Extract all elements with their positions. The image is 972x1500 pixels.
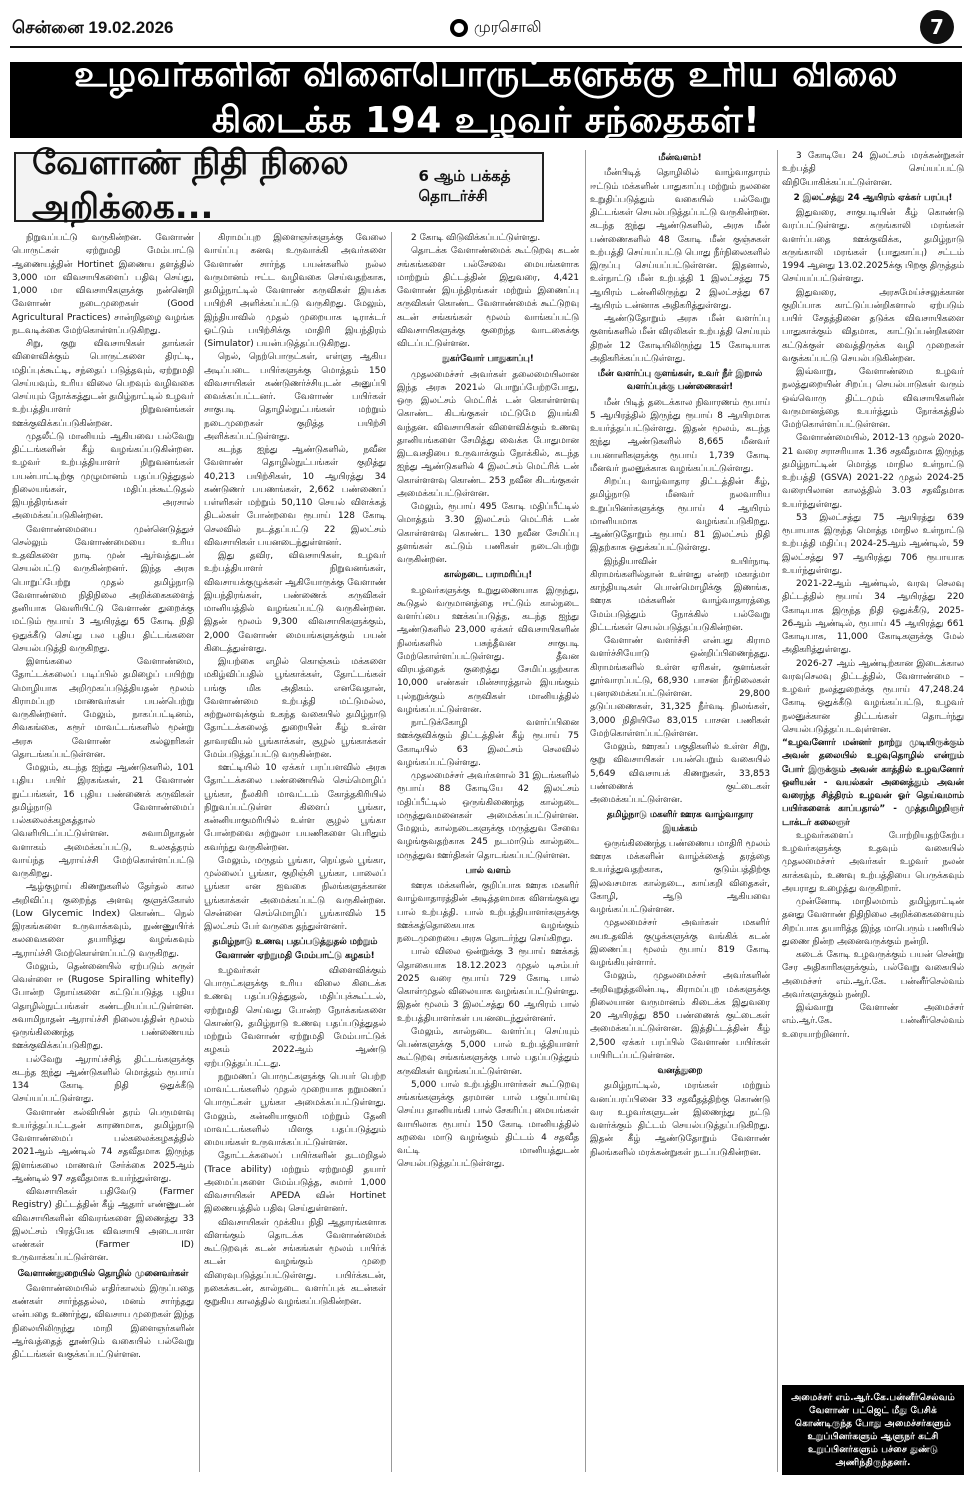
paragraph: உழவர்களைப் போற்றியதற்கேற்ப உழவர்களுக்கு உதவும் வகையில் முதலமைச்சர் அவர்கள் உழவர் நலன் காக்கவும், உணவு உற்பத்தியை பெருக்கவும் அயராது உழைத்து வருகிறார். (782, 830, 964, 894)
paragraph: ஊட்டியில் 10 ஏக்கர் பரப்பளவில் அரசு தோட்டக்கலை பண்ணையில் செம்மொழிப் பூங்கா, நீலகிரி மாவட்டம் கோத்தகிரியில் நிறுவப்பட்டுள்ள கிளைப் பூங்கா, கன்னியாகுமரியில் உள்ள சூழல் பூங்கா போன்றவை சுற்றுலா பயணிகளை பெரிதும் கவர்ந்து வருகின்றன. (204, 763, 386, 853)
subheading-box (14, 143, 544, 227)
paragraph: நெல், நெற்பொருட்கள், எள்ளு ஆகிய அடிப்படை பயிர்களுக்கு மொத்தம் 150 விவசாயிகள் கண்டுணர்ச்சியுடன் அனுப்பி வைக்கப்பட்டனர். வேளாண் பயிர்கள் சாகுபடி தொழில்நுட்பங்கள் மற்றும் நடைமுறைகள் குறித்த பயிற்சி அளிக்கப்பட்டுள்ளது. (204, 352, 386, 442)
paragraph: இவ்வாறு வேளாண் அமைச்சர் எம்.ஆர்.கே. பன்னீர்செல்வம் உரையாற்றினார். (782, 1003, 964, 1040)
paragraph: பால் விலை ஒன்றுக்கு 3 ரூபாய் ஊக்கத் தொகையாக 18.12.2023 முதல் டிசம்பர் 2025 வரை ரூபாய் 729 கோடி பால் கொள்முதல் விலையாக வழங்கப்பட்டுள்ளது. இதன் மூலம் 3 இலட்சத்து 60 ஆயிரம் பால் உற்பத்தியாளர்கள் பயனடைந்துள்ளனர். (397, 947, 579, 1024)
paragraph: கிராமப்புற இளைஞர்களுக்கு வேலை வாய்ப்பு கனவு உருவாக்கி அவர்களை வேளாண் சார்ந்த பயன்களில் நல்ல வருமானம் ஈட்ட வழிவகை செய்வதற்காக, தமிழ்நாட்டில் வேளாண் கருவிகள் இயக்க பயிற்சி அளிக்கப்பட்டு வருகிறது. மேலும், இந்தியாவில் முதல் முறையாக டிராக்டர் ஓட்டும் பயிற்சிக்கு மாதிரி இயந்திரம் (Simulator) பயன்படுத்தப்படுகிறது. (204, 233, 386, 349)
paragraph: 2026-27 ஆம் ஆண்டிற்கான இடைக்கால வரவுசெலவு திட்டத்தில், வேளாண்மை – உழவர் நலத்துறைக்கு ரூபாய் 47,248.24 கோடி ஒதுக்கீடு வழங்கப்பட்டு, உழவர் நலனுக்கான திட்டங்கள் தொடர்ந்து செயல்படுத்தப்படவுள்ளன. (782, 658, 964, 735)
paragraph: இது தவிர, விவசாயிகள், உழவர் உற்பத்தியாளர் நிறுவனங்கள், விவசாயக்குழுக்கள் ஆகியோருக்கு வேளாண் இயந்திரங்கள், பண்ணைக் கருவிகள் மானியத்தில் வழங்கப்பட்டு வருகின்றன. இதன் மூலம் 9,300 விவசாயிகளுக்கும், 2,000 வேளாண் மையங்களுக்கும் பயன் கிடைத்துள்ளது. (204, 551, 386, 654)
paragraph: இந்தியாவின் உயிர்நாடி கிராமங்களில்தான் உள்ளது என்ற மகாத்மா காந்தியடிகள் பொன்மொழிக்கு இணங்க, ஊரக மக்களின் வாழ்வாதாரத்தை மேம்படுத்தும் நோக்கில் பல்வேறு திட்டங்கள் செயல்படுத்தப்படுகின்றன. (590, 556, 770, 633)
paragraph: 3 கோடியே 24 இலட்சம் மரக்கன்றுகள் உற்பத்தி செய்யப்பட்டு விநியோகிக்கப்பட்டுள்ளன. (782, 151, 964, 188)
paragraph: விவசாயிகள் முக்கிய நிதி ஆதாரங்களாக விளங்கும் தொடக்க வேளாண்மைக் கூட்டுறவுக் கடன் சங்கங்கள் மூலம் பயிர்க் கடன் வழங்கும் முறை விரைவுபடுத்தப்பட்டுள்ளது. பயிர்க்கடன், நகைக்கடன், கால்நடை வளர்ப்புக் கடன்கள் குறுகிய காலத்தில் வழங்கப்படுகின்றன. (204, 1217, 386, 1307)
paragraph: முதலமைச்சர் அவர்கள் தலைமையிலான இந்த அரசு 2021ல் பொறுப்பேற்றபோது, ஒரு இலட்சம் மெட்ரிக் டன் கொள்ளளவு கொண்ட கிடங்குகள் மட்டுமே இயங்கி வந்தன. விவசாயிகள் விளைவிக்கும் உணவு தானியங்களை சேமித்து வைக்க போதுமான இடவசதியை உருவாக்கும் நோக்கில், கடந்த ஐந்து ஆண்டுகளில் 4 இலட்சம் மெட்ரிக் டன் கொள்ளளவு கொண்ட 253 நவீன கிடங்குகள் அமைக்கப்பட்டுள்ளன. (397, 369, 579, 499)
poem-quote: “உழவனோர் மன்னர் நாற்று முடியிருக்கும் அவன் தலையில் உழவுதொழில் என்றும் போர் இருக்கும் அவன் காத்தில் உழவனோர் ஒளியன் - வயல்கள் அனைத்தும் அவன் வரைந்த சித்திரம் உழவன் ஓர் தெய்வமாம் பயிர்களைக் காப்பதால்” - முத்தமிழறிஞர் டாக்டர் கலைஞர் (782, 738, 964, 828)
dateline: சென்னை 19.02.2026 (12, 18, 174, 37)
photo-caption-box: அமைச்சர் எம்.ஆர்.கே.பன்னீர்செல்வம் வேளாண் பட்ஜெட் மீது பேசிக் கொண்டிருந்த போது அமைச்சர்களும் உறுப்பினர்களும் ஆளுநர் கட்சி உறுப்பினர்களும் பச்சை துண்டு அணிந்திருந்தனர். (782, 1385, 964, 1475)
paragraph: இதுவரை, சாகுபடியின் கீழ் கொண்டு வரப்பட்டுள்ளது. கருங்காலி மரங்கள் வளர்ப்பதை ஊக்குவிக்க, தமிழ்நாடு கருங்காலி மரங்கள் (பாதுகாப்பு) சட்டம் 1994 ஆனது 13.02.2025க்கு பிறகு திருத்தம் செய்யப்பட்டுள்ளது. (782, 208, 964, 285)
section-heading: 2 இலட்சத்து 24 ஆயிரம் ஏக்கர் பரப்பு! (793, 192, 953, 203)
paragraph: ஆழ்குழாய் கிணறுகளில் தேர்தல் கால அறிவிப்பு குறைந்த அளவு குளுக்கோஸ் (Low Glycemic Index) கொண்ட நெல் இரகங்களை உருவாக்கவும், நுண்ணுயிர்க் கலவைகளை தயாரித்து வழங்கவும் ஆராய்ச்சி மேற்கொள்ளப்பட்டு வருகிறது. (12, 882, 194, 959)
paragraph: முதலீட்டு மானியம் ஆகியவை பல்வேறு திட்டங்களின் கீழ் வழங்கப்படுகின்றன. உழவர் உற்பத்தியாளர் நிறுவனங்கள் பயன்பாட்டிற்கு முழுமானம் பதப்படுத்துதல் நிலையங்கள், மதிப்புக்கூட்டுதல் இயந்திரங்கள் அரசால் அமைக்கப்படுகின்றன. (12, 431, 194, 522)
continuation-note: 6 ஆம் பக்கத் தொடர்ச்சி (418, 167, 511, 205)
paragraph: வேளாண்மையில் எதிர்காலம் இருப்பதை கண்கள் சார்ந்ததல்ல, மனம் சார்ந்தது என்பதை உணர்ந்து, விவசாய முறைகள் இந்த நிலையிலிருந்து மாறி இளைஞர்களின் ஆர்வத்தைத் தூண்டும் வகையில் பல்வேறு திட்டங்கள் வகுக்கப்பட்டுள்ளன. (12, 1283, 194, 1360)
paragraph: வேளாண்மையில், 2012-13 முதல் 2020-21 வரை சராசரியாக 1.36 சதவீதமாக இருந்த தமிழ்நாட்டின் மொத்த மாநில உள்நாட்டு உற்பத்தி (GSVA) 2021-22 முதல் 2024-25 வரையிலான காலத்தில் 3.03 சதவீதமாக உயர்ந்துள்ளது. (782, 433, 964, 510)
paragraph: வேளாண் வளர்ச்சி என்பது கிராம வளர்ச்சியோடு ஒன்றிப்பிணைந்தது. கிராமங்களில் உள்ள ஏரிகள், குளங்கள் தூர்வாரப்பட்டு, 68,930 பாசன நீர்நிலைகள் புனரமைக்கப்பட்டுள்ளன. 29,800 தடுப்பணைகள், 31,325 நீர்வடி நிலங்கள், 3,000 நிதியிலே 83,015 பாசன பணிகள் மேற்கொள்ளப்பட்டுள்ளன. (590, 636, 770, 739)
paragraph: கடந்த ஐந்து ஆண்டுகளில், நவீன வேளாண் தொழில்நுட்பங்கள் குறித்து 40,213 பயிற்சிகள், 10 ஆயிரத்து 34 கண்டுணர் பயணங்கள், 2,662 பண்ணைப் பள்ளிகள் மற்றும் 50,110 செயல் விளக்கத் திடல்கள் போன்றவை ரூபாய் 128 கோடி செலவில் நடத்தப்பட்டு 22 இலட்சம் விவசாயிகள் பயனடைந்துள்ளனர். (204, 445, 386, 548)
paragraph: தமிழ்நாட்டில், மரங்கள் மற்றும் வனப்பரப்பினை 33 சதவீதத்திற்கு கொண்டு வர உழவர்களுடன் இணைந்து நட்டு வளர்க்கும் திட்டம் செயல்படுத்தப்படுகிறது. இதன் கீழ் ஆண்டுதோறும் வேளாண் நிலங்களில் மரக்கன்றுகள் நடப்படுகின்றன. (590, 1081, 770, 1158)
section-heading: கால்நடை பராமரிப்பு! (443, 570, 533, 581)
article-column-2 (204, 232, 386, 1472)
paragraph: ஊரக மக்களின், குறிப்பாக ஊரக மகளிர் வாழ்வாதாரத்தின் அடித்தளமாக விளங்குவது பால் உற்பத்தி. பால் உற்பத்தியாளர்களுக்கு ஊக்கத்தொகையாக வழங்கும் நடைமுறையை அரசு தொடர்ந்து செய்கிறது. (397, 881, 579, 944)
paragraph: 5,000 பால் உற்பத்தியாளர்கள் கூட்டுறவு சங்கங்களுக்கு தரமான பால் பகுப்பாய்வு செய்ய தானியங்கி பால் சேகரிப்பு மையங்கள் வாயிலாக ரூபாய் 150 கோடி மானியத்தில் கறவை மாடு வழங்கும் திட்டம் 4 சதவீத வட்டி மானியத்துடன் செயல்படுத்தப்பட்டுள்ளது. (397, 1079, 579, 1170)
paragraph: 53 இலட்சத்து 75 ஆயிரத்து 639 ரூபாயாக இருந்த மொத்த மாநில உள்நாட்டு உற்பத்தி மதிப்பு 2024-25ஆம் ஆண்டில், 59 இலட்சத்து 97 ஆயிரத்து 706 ரூபாயாக உயர்ந்துள்ளது. (782, 512, 964, 576)
main-headline: உழவர்களின் விளைபொருட்களுக்கு உரிய விலை கிடைக்க 194 உழவர் சந்தைகள்! (10, 62, 962, 138)
section-heading: மீன் வளர்ப்பு குளங்கள், உவர் நீர் இறால் வளர்ப்புக்கு பண்ணைகள்! (597, 369, 763, 393)
section-heading: தமிழ்நாடு மகளிர் ஊரக வாழ்வாதார இயக்கம் (606, 810, 754, 834)
elephant-logo-icon (450, 19, 468, 37)
paragraph: சிறு, குறு விவசாயிகள் தாங்கள் விளைவிக்கும் பொருட்களை திரட்டி, மதிப்புக்கூட்டி, சந்தைப் படுத்தவும், ஏற்றுமதி செய்யவும், உரிய விலை பெறவும் வழிவகை செய்யும் நோக்கத்துடன் தமிழ்நாட்டில் உழவர் உற்பத்தியாளர் நிறுவனங்கள் ஊக்குவிக்கப்படுகின்றன. (12, 339, 194, 429)
paragraph: பல்வேறு ஆராய்ச்சித் திட்டங்களுக்கு கடந்த ஐந்து ஆண்டுகளில் மொத்தம் ரூபாய் 134 கோடி நிதி ஒதுக்கீடு செய்யப்பட்டுள்ளது. (12, 1054, 194, 1105)
article-column-3 (397, 232, 579, 1472)
paragraph: மேலும், தென்னையில் ஏற்படும் சுருள் வெள்ளை ஈ (Rugose Spiralling whitefly) போன்ற நோய்களை கட்டுப்படுத்த புதிய தொழில்நுட்பங்கள் கண்டறியப்பட்டுள்ளன. சுவாமிநாதன் ஆராய்ச்சி நிலையத்தின் மூலம் ஒருங்கிணைந்த பண்ணையம் ஊக்குவிக்கப்படுகிறது. (12, 961, 194, 1052)
paragraph: வேளாண் கல்வியின் தரம் பெருமளவு உயர்த்தப்பட்டதன் காரணமாக, தமிழ்நாடு வேளாண்மைப் பல்கலைக்கழகத்தில் 2021ஆம் ஆண்டில் 74 சதவீதமாக இருந்த இளங்கலை மாணவர் சேர்க்கை 2025ஆம் ஆண்டில் 97 சதவீதமாக உயர்ந்துள்ளது. (12, 1107, 194, 1184)
paragraph: தோட்டக்கலைப் பயிர்களின் தடமறிதல் (Trace ability) மற்றும் ஏற்றுமதி தயார் அமைப்புகளை மேம்படுத்த, சுமார் 1,000 விவசாயிகள் APEDA வின் Hortinet இணையத்தில் பதிவு செய்துள்ளனர். (204, 1151, 386, 1215)
article-column-1 (12, 232, 194, 1472)
paragraph: மேலும், கால்நடை வளர்ப்பு செய்யும் பெண்களுக்கு 5,000 பால் உற்பத்தியாளர் கூட்டுறவு சங்கங்களுக்கு பால் பதப்படுத்தும் கருவிகள் வழங்கப்பட்டுள்ளன. (397, 1026, 579, 1077)
section-heading: தமிழ்நாடு உணவு பதப்படுத்துதல் மற்றும் வேளாண் ஏற்றுமதி மேம்பாட்டு கழகம்! (212, 937, 378, 961)
section-heading: வனத்துறை (657, 1066, 703, 1076)
section-heading: பால் வளம் (465, 865, 511, 876)
header-rule (10, 46, 962, 48)
paragraph: மீன் பிடித் தடைக்கால நிவாரணம் ரூபாய் 5 ஆயிரத்தில் இருந்து ரூபாய் 8 ஆயிரமாக உயர்த்தப்பட்டுள்ளது. இதன் மூலம், கடந்த ஐந்து ஆண்டுகளில் 8,665 மீனவர் பயனாளிகளுக்கு ரூபாய் 1,739 கோடி மீனவர் நலனுக்காக வழங்கப்பட்டுள்ளது. (590, 397, 770, 474)
paragraph: மீன்பிடித் தொழிலில் வாழ்வாதாரம் ஈட்டும் மக்களின் பாதுகாப்பு மற்றும் நலனை உறுதிப்படுத்தும் வகையில் பல்வேறு திட்டங்கள் செயல்படுத்தப்பட்டு வருகின்றன. கடந்த ஐந்து ஆண்டுகளில், அரசு மீன் பண்ணைகளில் 48 கோடி மீன் குஞ்சுகள் உற்பத்தி செய்யப்பட்டு பொது நீர்நிலைகளில் இருப்பு செய்யப்பட்டுள்ளன. இதனால், உள்நாட்டு மீன் உற்பத்தி 1 இலட்சத்து 75 ஆயிரம் டன்னிலிருந்து 2 இலட்சத்து 67 ஆயிரம் டன்னாக அதிகரித்துள்ளது. (590, 168, 770, 311)
paragraph: 2 கோடி விடுவிக்கப்பட்டுள்ளது. (411, 233, 541, 243)
page-number: 7 (920, 10, 954, 44)
masthead (450, 18, 542, 38)
paragraph: கடைக் கோடி உழவருக்கும் பயன் சென்று சேர அதிகாரிகளுக்கும், பல்வேறு வகையில் அமைச்சர் எம்.ஆர்.கே. பன்னீர்செல்வம் அவர்களுக்கும் நன்றி. (782, 950, 964, 1000)
paragraph: நிறுவப்பட்டு வருகின்றன. வேளாண் பொருட்கள் ஏற்றுமதி மேம்பாட்டு ஆணையத்தின் Hortinet இணைய தளத்தில் 3,000 மா விவசாயிகளைப் பதிவு செய்து, 1,000 மா விவசாயிகளுக்கு நன்னெறி வேளாண் நடைமுறைகள் (Good Agricultural Practices) சான்றிதழை வழங்க நடவடிக்கை மேற்கொள்ளப்படுகிறது. (12, 233, 194, 336)
paragraph: முன்னோடி மாநிலமாம் தமிழ்நாட்டின் தனது வேளாண் நிதிநிலை அறிக்கைகளையும் சிறப்பாக தயாரித்த இந்த மாபெரும் பணியில் துணை நின்ற அனைவருக்கும் நன்றி. (782, 897, 964, 947)
section-heading: நுகர்வோர் பாதுகாப்பு! (442, 354, 534, 365)
paragraph: மேலும், மருதம் பூங்கா, நெய்தல் பூங்கா, முல்லைப் பூங்கா, குறிஞ்சி பூங்கா, பாலைப் பூங்கா என ஐவகை நிலங்களுக்கான பூங்காக்கள் அமைக்கப்பட்டு வருகின்றன. சென்னை செம்மொழிப் பூங்காவில் 15 இலட்சம் பேர் வருகை தந்துள்ளனர். (204, 855, 386, 932)
paragraph: முதலமைச்சர் அவர்களால் 31 இடங்களில் ரூபாய் 88 கோடியே 42 இலட்சம் மதிப்பீட்டில் ஒருங்கிணைந்த கால்நடை மருத்துவமனைகள் அமைக்கப்பட்டுள்ளன. மேலும், கால்நடைகளுக்கு மருத்துவ சேவை வழங்குவதற்காக 245 நடமாடும் கால்நடை மருத்துவ ஊர்திகள் தொடங்கப்பட்டுள்ளன. (397, 771, 579, 861)
paragraph: ஒருங்கிணைந்த பண்ணைய மாதிரி மூலம் ஊரக மக்களின் வாழ்க்கைத் தரத்தை உயர்த்துவதற்காக, குடும்பத்திற்கு இலவசமாக கால்நடை, காய்கறி விதைகள், கோழி, ஆடு ஆகியவை வழங்கப்பட்டுள்ளன. (590, 838, 770, 915)
paragraph: மேலும், கடந்த ஐந்து ஆண்டுகளில், 101 புதிய பயிர் இரகங்கள், 21 வேளாண் நுட்பங்கள், 16 புதிய பண்ணைக் கருவிகள் தமிழ்நாடு வேளாண்மைப் பல்கலைக்கழகத்தால் வெளியிடப்பட்டுள்ளன. சுவாமிநாதன் வளாகம் அமைக்கப்பட்டு, உலகத்தரம் வாய்ந்த ஆராய்ச்சி மேற்கொள்ளப்பட்டு வருகிறது. (12, 763, 194, 879)
column-divider (391, 232, 392, 1472)
column-divider (585, 150, 586, 1472)
paragraph: தொடக்க வேளாண்மைக் கூட்டுறவு கடன் சங்கங்களை பல்சேவை மையங்களாக மாற்றும் திட்டத்தின் இதுவரை, 4,421 வேளாண் இயந்திரங்கள் மற்றும் இணைப்பு கருவிகள் கொண்ட வேளாண்மைக் கூட்டுறவு கடன் சங்கங்கள் மூலம் வாங்கப்பட்டு விவசாயிகளுக்கு குறைந்த வாடகைக்கு விடப்பட்டுள்ளன. (397, 246, 579, 349)
paragraph: விவசாயிகள் பதிவேடு (Farmer Registry) திட்டத்தின் கீழ் ஆதார் எண்ணுடன் விவசாயிகளின் விவரங்களை இணைத்து 33 இலட்சம் பிரத்யேக விவசாயி அடையாள எண்கள் (Farmer ID) உருவாக்கப்பட்டுள்ளன. (12, 1187, 194, 1264)
paragraph: நறுமணப் பொருட்களுக்கு பெயர் பெற்ற மாவட்டங்களில் முதல் முறையாக நறுமணப் பொருட்கள் பூங்கா அமைக்கப்பட்டுள்ளது. மேலும், கன்னியாகுமரி மற்றும் தேனி மாவட்டங்களில் மிளகு பதப்படுத்தும் மையங்கள் உருவாக்கப்பட்டுள்ளன. (204, 1071, 386, 1148)
paragraph: மேலும், ஊரகப் பகுதிகளில் உள்ள சிறு, குறு விவசாயிகள் பயன்பெறும் வகையில் 5,649 விவசாயக் கிணறுகள், 33,853 பண்ணைக் குட்டைகள் அமைக்கப்பட்டுள்ளன. (590, 742, 770, 805)
paragraph: நாட்டுக்கோழி வளர்ப்பினை ஊக்குவிக்கும் திட்டத்தின் கீழ் ரூபாய் 75 கோடியில் 63 இலட்சம் செலவில் வழங்கப்பட்டுள்ளது. (397, 718, 579, 768)
subheading-title: வேளாண் நிதி நிலை அறிக்கை... (32, 143, 349, 227)
paragraph: மேலும், ரூபாய் 495 கோடி மதிப்பீட்டில் மொத்தம் 3.30 இலட்சம் மெட்ரிக் டன் கொள்ளளவு கொண்ட 130 நவீன சேமிப்பு தளங்கள் கட்டும் பணிகள் நடைபெற்று வருகின்றன. (397, 502, 579, 565)
paragraph: இதுவரை, அரசுமேய்ச்சலுக்கான குறிப்பாக காட்டுப்பன்றிகளால் ஏற்படும் பயிர் சேதத்தினை தடுக்க விவசாயிகளை பாதுகாக்கும் விதமாக, காட்டுப்பன்றிகளை கட்டுக்குள் வைத்திருக்க வழி முறைகள் வகுக்கப்பட்டு செயல்படுகின்றன. (782, 287, 964, 364)
paragraph: சிறப்பு வாழ்வாதார திட்டத்தின் கீழ், தமிழ்நாடு மீனவர் நலவாரிய உறுப்பினர்களுக்கு ரூபாய் 4 ஆயிரம் மானியமாக வழங்கப்படுகிறது. ஆண்டுதோறும் ரூபாய் 81 இலட்சம் நிதி இதற்காக ஒதுக்கப்பட்டுள்ளது. (590, 477, 770, 554)
column-divider (777, 150, 778, 1472)
column-divider (199, 232, 200, 1472)
paragraph: வேளாண்மையை முன்னெடுத்துச் செல்லும் வேளாண்மையை உரிய உதவிகளை நாடி முன் ஆர்வத்துடன் செயல்பட்டு வருகின்றனர். இந்த அரசு பொறுப்பேற்று முதல் தமிழ்நாடு வேளாண்மை நிதிநிலை அறிக்கைகளைத் தனியாக வெளியிட்டு வேளாண் துறைக்கு மட்டும் ரூபாய் 3 ஆயிரத்து 65 கோடி நிதி ஒதுக்கீடு செய்து பல புதிய திட்டங்களை செயல்படுத்தி வருகிறது. (12, 524, 194, 654)
paragraph: இவ்வாறு, வேளாண்மை உழவர் நலத்துறையின் சிறப்பு செயல்பாடுகள் வரும் ஒவ்வொரு திட்டமும் விவசாயிகளின் வருமானத்தை உயர்த்தும் நோக்கத்தில் மேற்கொள்ளப்பட்டுள்ளன. (782, 367, 964, 430)
paragraph: மேலும், முதலமைச்சர் அவர்களின் அறிவுறுத்தலின்படி, கிராமப்புற மக்களுக்கு நிலையான வருமானம் கிடைக்க இதுவரை 20 ஆயிரத்து 850 பண்ணைக் குட்டைகள் அமைக்கப்பட்டுள்ளன. இத்திட்டத்தின் கீழ் 2,500 ஏக்கர் பரப்பில் வேளாண் பயிர்கள் பயிரிடப்பட்டுள்ளன. (590, 971, 770, 1061)
article-column-5 (782, 150, 964, 1360)
paragraph: உழவர்கள் விளைவிக்கும் பொருட்களுக்கு உரிய விலை கிடைக்க உணவு பதப்படுத்துதல், மதிப்புக்கூட்டல், ஏற்றுமதி செய்வது போன்ற நோக்கங்களை கொண்டு, தமிழ்நாடு உணவு பதப்படுத்துதல் மற்றும் வேளாண் ஏற்றுமதி மேம்பாட்டுக் கழகம் 2022ஆம் ஆண்டு ஏற்படுத்தப்பட்டது. (204, 965, 386, 1069)
paragraph: உழவர்களுக்கு உறுதுணையாக இருந்து, கூடுதல் வருமானத்தை ஈட்டும் கால்நடை வளர்ப்பை ஊக்கப்படுத்த, கடந்த ஐந்து ஆண்டுகளில் 23,000 ஏக்கர் விவசாயிகளின் நிலங்களில் பசுந்தீவன சாகுபடி மேற்கொள்ளப்பட்டுள்ளது. தீவன விரயத்தைக் குறைத்து சேமிப்பதற்காக 10,000 எண்கள் மின்சாரத்தால் இயங்கும் புல்நறுக்கும் கருவிகள் மானியத்தில் வழங்கப்பட்டுள்ளன. (397, 585, 579, 715)
paragraph: முதலமைச்சர் அவர்கள் மகளிர் சுயஉதவிக் குழுக்களுக்கு வங்கிக் கடன் இணைப்பு மூலம் ரூபாய் 819 கோடி வழங்கியுள்ளார். (590, 918, 770, 968)
paragraph: 2021-22ஆம் ஆண்டில், வரவு செலவு திட்டத்தில் ரூபாய் 34 ஆயிரத்து 220 கோடியாக இருந்த நிதி ஒதுக்கீடு, 2025-26ஆம் ஆண்டில், ரூபாய் 45 ஆயிரத்து 661 கோடியாக, 11,000 கோடிகளுக்கு மேல் அதிகரித்துள்ளது. (782, 579, 964, 656)
masthead-title: முரசொலி (474, 18, 542, 36)
paragraph: இளங்கலை வேளாண்மை, தோட்டக்கலைப் படிப்பில் தமிழைப் பயிற்று மொழியாக அறிமுகப்படுத்தியதன் மூலம் கிராமப்புற மாணவர்கள் பயன்பெற்று வருகின்றனர். மேலும், நாகப்பட்டினம், சிவகங்கை, கரூர் மாவட்டங்களில் மூன்று அரசு வேளாண் கல்லூரிகள் தொடங்கப்பட்டுள்ளன. (12, 657, 194, 760)
article-column-4 (590, 150, 770, 1472)
paragraph: இயற்கை எழில் கொஞ்சும் மக்களை மகிழ்விப்பதில் பூங்காக்கள், தோட்டங்கள் பங்கு மிக அதிகம். எனவேதான், வேளாண்மை உற்பத்தி மட்டுமல்ல, சுற்றுலாவுக்கும் உகந்த வகையில் தமிழ்நாடு தோட்டக்கலைத் துறையின் கீழ் உள்ள தாவரவியல் பூங்காக்கள், சூழல் பூங்காக்கள் மேம்படுத்தப்பட்டு வருகின்றன. (204, 657, 386, 760)
section-heading: மீன்வளம்! (658, 153, 702, 163)
page-header (10, 4, 962, 50)
section-heading: வேளாண்துறையில் தொழில் முனைவர்கள் (17, 1268, 189, 1279)
paragraph: ஆண்டுதோறும் அரசு மீன் வளர்ப்பு குளங்களில் மீன் விரலிகள் உற்பத்தி செய்யும் திறன் 12 கோடியிலிருந்து 15 கோடியாக அதிகரிக்கப்பட்டுள்ளது. (590, 314, 770, 364)
